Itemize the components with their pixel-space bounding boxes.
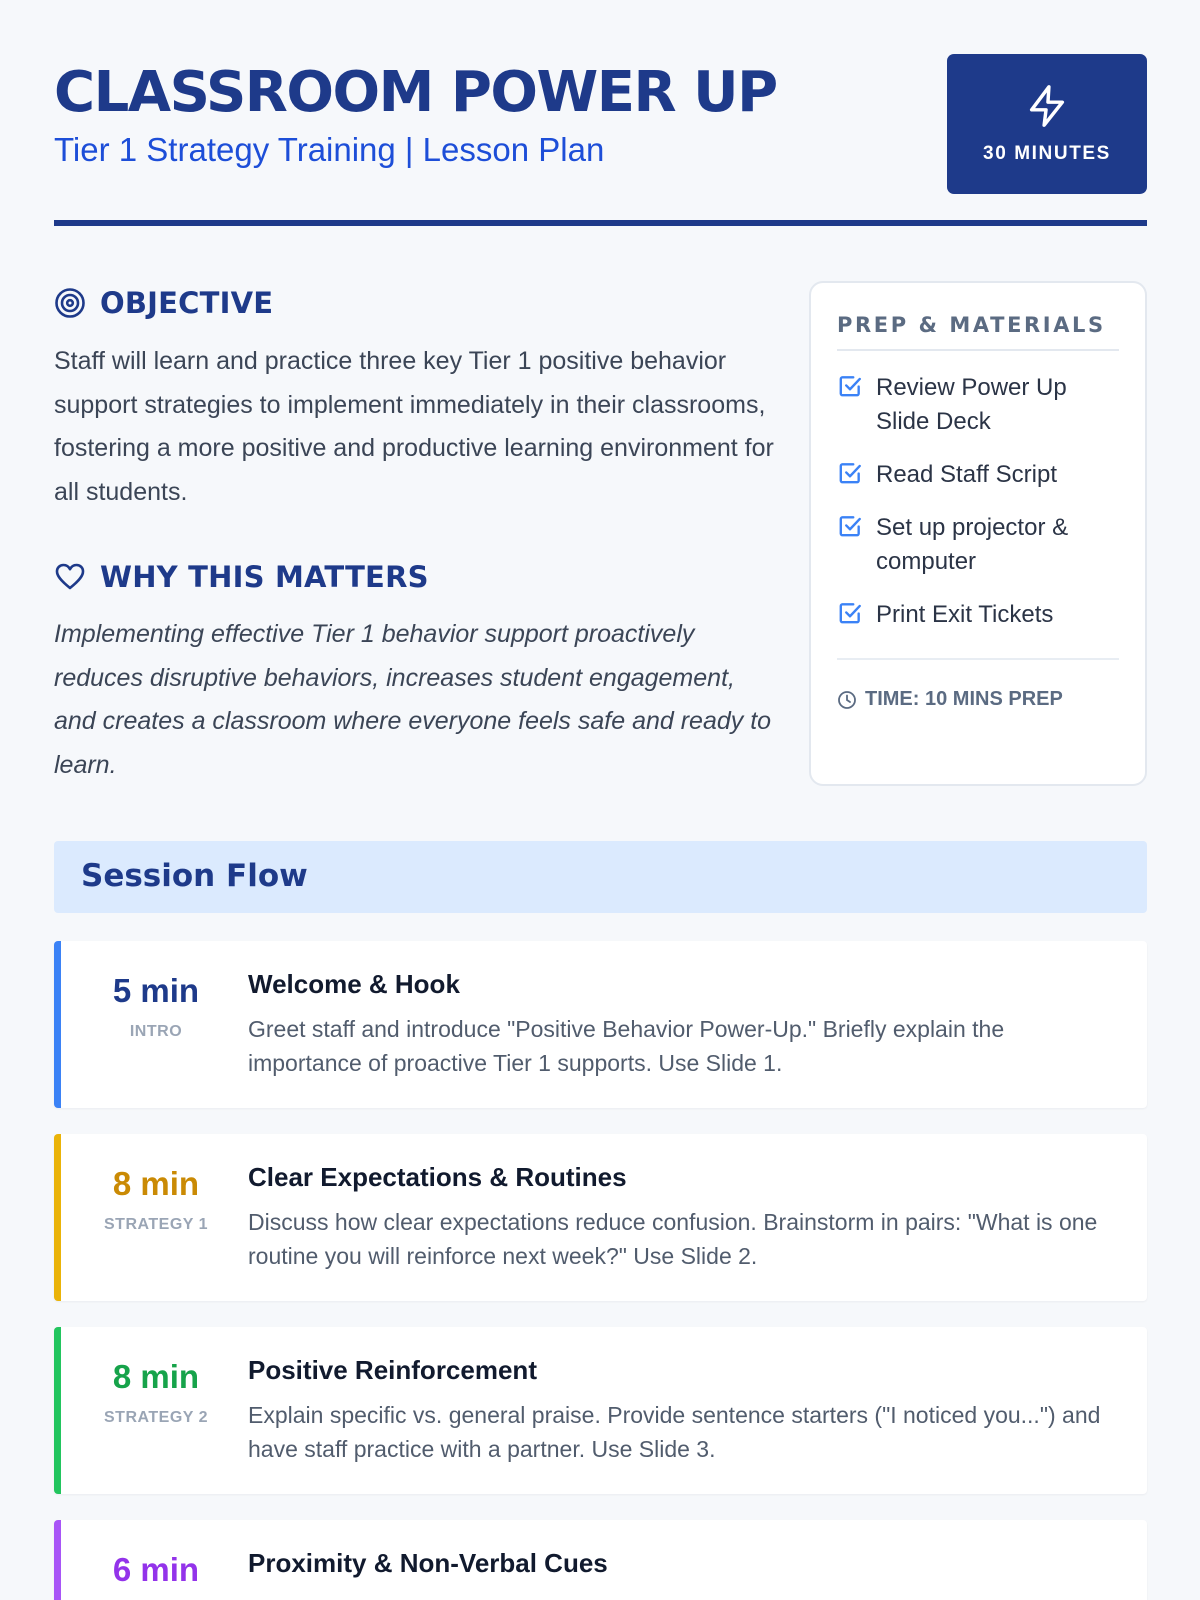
flow-item-phase: INTRO bbox=[129, 1023, 183, 1040]
why-heading bbox=[54, 557, 429, 597]
session-flow-heading: Session Flow bbox=[81, 858, 308, 894]
objective-text: Staff will learn and practice three key Tier 1 positive behavior support strategies to implement immediately in their classrooms, fostering a more positive and productive learning environment for all students. bbox=[54, 347, 774, 506]
flow-item-title: Proximity & Non-Verbal Cues bbox=[248, 1548, 608, 1578]
objective-heading-text: OBJECTIVE bbox=[100, 286, 274, 320]
checkbox-icon[interactable] bbox=[837, 460, 863, 486]
flow-item-time: 8 min bbox=[112, 1165, 200, 1202]
flow-item-description: Explain specific vs. general praise. Provide sentence starters ("I noticed you...") and have staff practice with a partner. Use Slide 3. bbox=[248, 1402, 1101, 1462]
checkbox-icon[interactable] bbox=[837, 513, 863, 539]
prep-title: PREP & MATERIALS bbox=[837, 313, 1106, 337]
checkbox-icon[interactable] bbox=[837, 373, 863, 399]
flow-item-phase: STRATEGY 1 bbox=[104, 1216, 208, 1233]
target-icon bbox=[54, 287, 86, 319]
duration-badge bbox=[947, 54, 1147, 194]
prep-divider bbox=[837, 349, 1119, 351]
flow-item bbox=[54, 941, 1147, 1108]
flow-item bbox=[54, 1520, 1147, 1600]
header bbox=[54, 54, 1147, 226]
flow-item-time: 5 min bbox=[112, 972, 200, 1009]
lesson-plan-page bbox=[54, 0, 1147, 1600]
checkbox-icon[interactable] bbox=[837, 600, 863, 626]
flow-item bbox=[54, 1134, 1147, 1301]
flow-item-time: 6 min bbox=[112, 1551, 200, 1588]
flow-item-title: Clear Expectations & Routines bbox=[248, 1162, 627, 1192]
checklist-item[interactable] bbox=[837, 511, 1125, 579]
flow-item-title: Welcome & Hook bbox=[248, 969, 460, 999]
flow-item-time: 8 min bbox=[112, 1358, 200, 1395]
prep-time bbox=[837, 688, 1063, 711]
prep-materials-card bbox=[809, 281, 1147, 786]
lightning-bolt-icon bbox=[1024, 80, 1070, 132]
checklist-item[interactable] bbox=[837, 458, 1125, 492]
checklist-item[interactable] bbox=[837, 371, 1125, 439]
flow-item-title: Positive Reinforcement bbox=[248, 1355, 537, 1385]
objective-heading bbox=[54, 283, 273, 323]
prep-divider-bottom bbox=[837, 658, 1119, 660]
session-flow-banner bbox=[54, 841, 1147, 913]
duration-label: 30 MINUTES bbox=[983, 143, 1111, 164]
checklist-item-label: Set up projector & computer bbox=[876, 514, 1069, 575]
checklist-item-label: Print Exit Tickets bbox=[876, 601, 1054, 628]
flow-item-phase: STRATEGY 2 bbox=[104, 1409, 208, 1426]
flow-item-description: Greet staff and introduce "Positive Behavior Power-Up." Briefly explain the importance of proactive Tier 1 supports. Use Slide 1. bbox=[248, 1016, 1005, 1076]
flow-item bbox=[54, 1327, 1147, 1494]
page-title: CLASSROOM POWER UP bbox=[54, 60, 777, 125]
checklist-item[interactable] bbox=[837, 598, 1125, 632]
heart-icon bbox=[54, 561, 86, 593]
checklist-item-label: Review Power Up Slide Deck bbox=[876, 374, 1067, 435]
header-divider bbox=[54, 220, 1147, 226]
prep-checklist bbox=[837, 371, 1125, 651]
page-subtitle: Tier 1 Strategy Training | Lesson Plan bbox=[54, 131, 605, 168]
why-heading-text: WHY THIS MATTERS bbox=[100, 560, 429, 594]
checklist-item-label: Read Staff Script bbox=[876, 461, 1057, 488]
flow-item-description: Discuss how clear expectations reduce confusion. Brainstorm in pairs: "What is one routine you will reinforce next week?" Use Slide 2. bbox=[248, 1209, 1098, 1269]
prep-time-label: TIME: 10 MINS PREP bbox=[865, 688, 1063, 710]
clock-icon bbox=[837, 690, 857, 710]
why-text: Implementing effective Tier 1 behavior support proactively reduces disruptive behaviors, increases student engagement, and creates a classroom where everyone feels safe and ready to learn. bbox=[54, 620, 772, 779]
